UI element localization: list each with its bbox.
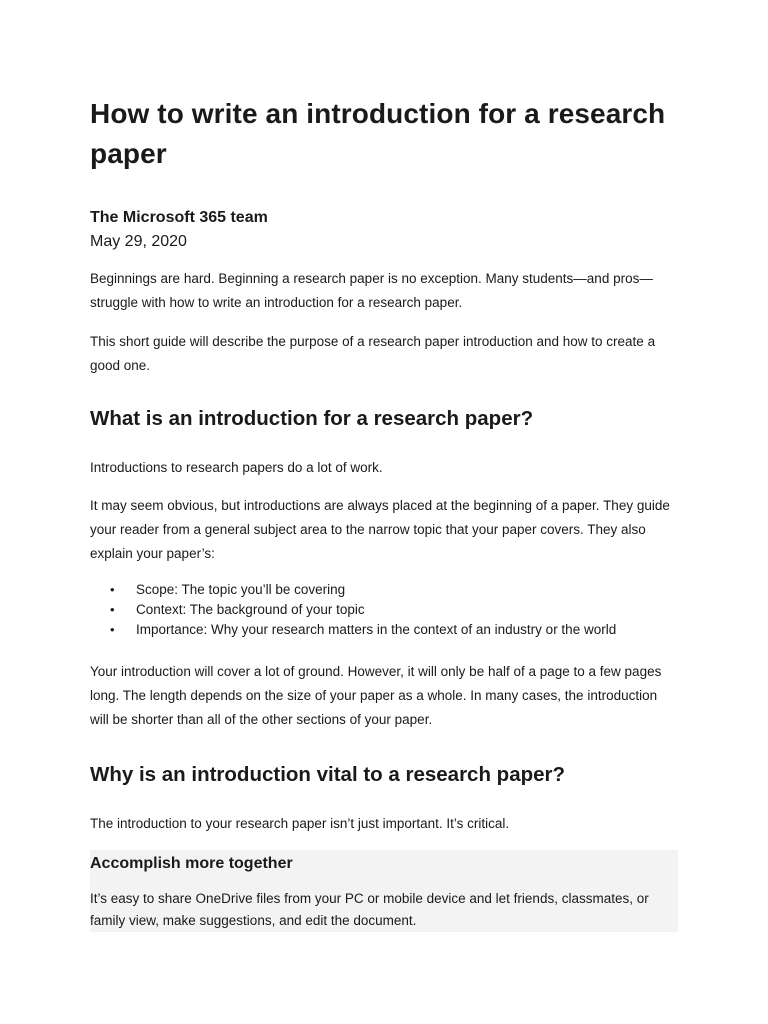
bullet-icon: • — [110, 582, 115, 597]
section-heading-what: What is an introduction for a research paper? — [90, 407, 534, 430]
section-what-paragraph-2: It may seem obvious, but introductions are always placed at the beginning of a paper. They guide your reader from a general subject area to the narrow topic that your paper covers. They also explain your paper’s: — [90, 498, 670, 561]
list-item-text: Context: The background of your topic — [136, 602, 365, 617]
guide-paragraph: This short guide will describe the purpose of a research paper introduction and how to create a good one. — [90, 334, 656, 373]
callout-text: It’s easy to share OneDrive files from your PC or mobile device and let friends, classmates, or family view, make suggestions, and edit the document. — [90, 891, 649, 928]
paper-aspects-list — [90, 580, 678, 640]
list-item-text: Scope: The topic you’ll be covering — [136, 582, 346, 597]
callout-heading: Accomplish more together — [90, 855, 293, 872]
bullet-icon: • — [110, 622, 115, 637]
section-why-paragraph-1: The introduction to your research paper isn’t just important. It’s critical. — [90, 816, 510, 831]
list-item — [90, 620, 678, 640]
callout-box — [90, 850, 678, 932]
list-item-text: Importance: Why your research matters in the context of an industry or the world — [136, 622, 617, 637]
list-item — [90, 580, 678, 600]
list-item — [90, 600, 678, 620]
intro-paragraph: Beginnings are hard. Beginning a research paper is no exception. Many students—and pros—struggle with how to write an introduction for a research paper. — [90, 271, 653, 310]
article-author: The Microsoft 365 team — [90, 209, 268, 226]
section-heading-why: Why is an introduction vital to a research paper? — [90, 763, 566, 786]
section-what-paragraph-1: Introductions to research papers do a lot of work. — [90, 460, 383, 475]
article-title: How to write an introduction for a research paper — [90, 98, 666, 169]
section-what-paragraph-3: Your introduction will cover a lot of ground. However, it will only be half of a page to a few pages long. The length depends on the size of your paper as a whole. In many cases, the introduction will be shorter than all of the other sections of your paper. — [90, 664, 662, 727]
bullet-icon: • — [110, 602, 115, 617]
article-date: May 29, 2020 — [90, 233, 187, 250]
